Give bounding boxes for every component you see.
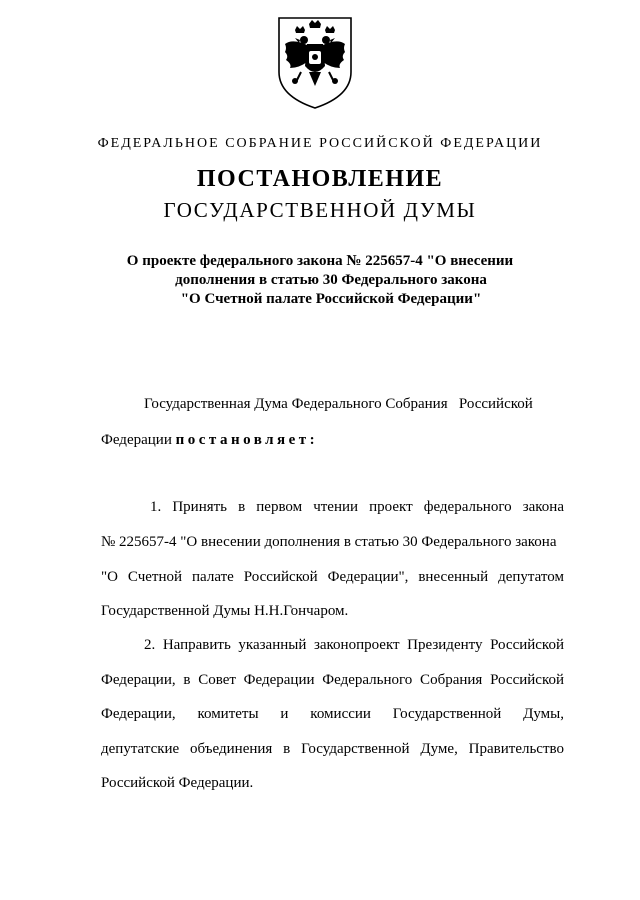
item-2-line: Российской Федерации. bbox=[101, 775, 254, 791]
subject-line: "О Счетной палате Российской Федерации" bbox=[180, 291, 482, 307]
subject-line: дополнения в статью 30 Федерального закона bbox=[175, 272, 487, 288]
document-type-title: ПОСТАНОВЛЕНИЕ bbox=[196, 166, 444, 192]
federal-assembly-heading: ФЕДЕРАЛЬНОЕ СОБРАНИЕ РОССИЙСКОЙ ФЕДЕРАЦИИ bbox=[97, 136, 543, 151]
item-1-line: № 225657-4 "О внесении дополнения в статью 30 Федерального закона bbox=[101, 534, 557, 550]
subject-line: О проекте федерального закона № 225657-4 "О внесении bbox=[126, 253, 514, 269]
item-2-line: депутатские объединения в Государственной Думе, Правительство bbox=[101, 741, 564, 757]
coat-of-arms-icon bbox=[273, 14, 357, 110]
item-1-line: "О Счетной палате Российской Федерации", внесенный депутатом bbox=[101, 569, 564, 585]
preamble-line: Государственная Дума Федерального Собрания Российской bbox=[144, 396, 533, 412]
item-2-line: Федерации, комитеты и комиссии Государственной Думы, bbox=[101, 706, 564, 722]
issuing-body-title: ГОСУДАРСТВЕННОЙ ДУМЫ bbox=[163, 198, 477, 222]
preamble-line bbox=[101, 432, 318, 449]
item-1-line: 1. Принять в первом чтении проект федерального закона bbox=[150, 499, 564, 515]
preamble-text: Федерации bbox=[101, 432, 176, 448]
item-1-line: Государственной Думы Н.Н.Гончаром. bbox=[101, 603, 349, 619]
document-subject bbox=[0, 252, 640, 309]
item-2-line: 2. Направить указанный законопроект Президенту Российской bbox=[144, 637, 564, 653]
item-2-line: Федерации, в Совет Федерации Федерального Собрания Российской bbox=[101, 672, 564, 688]
resolution-keyword: постановляет: bbox=[175, 432, 319, 448]
